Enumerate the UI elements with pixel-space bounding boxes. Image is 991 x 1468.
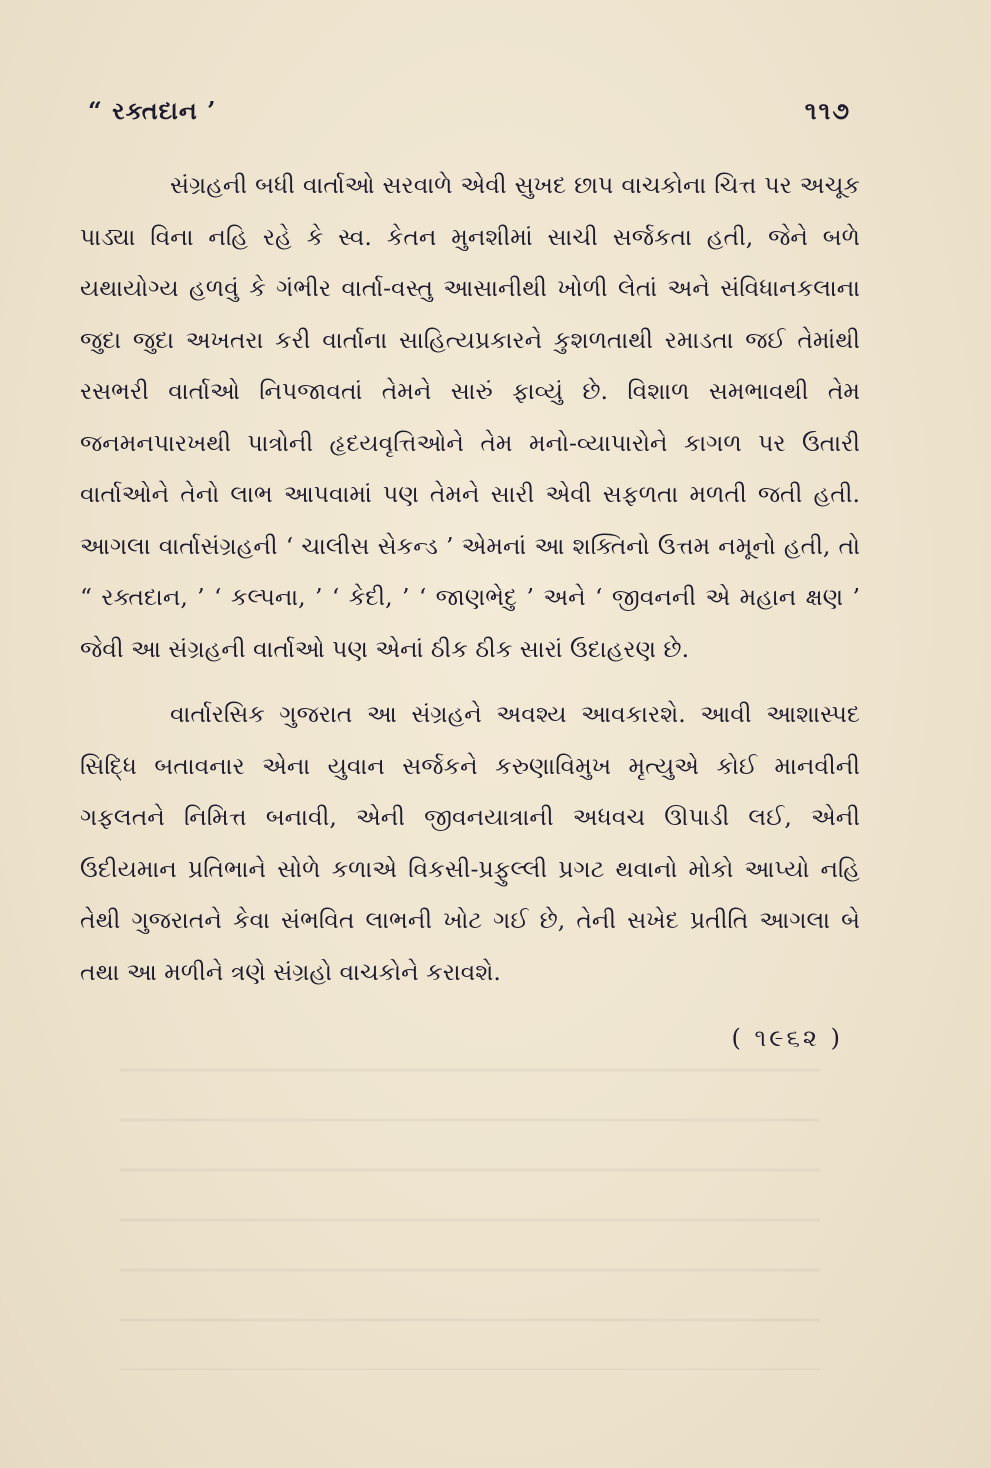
show-through-text — [120, 1040, 820, 1370]
running-title: “ રક્તદાન ’ — [88, 96, 217, 125]
page-number: ૧૧૭ — [804, 96, 851, 125]
page-header — [88, 96, 851, 136]
body-text — [80, 160, 860, 998]
paragraph-2: વાર્તારસિક ગુજરાત આ સંગ્રહને અવશ્ય આવકારશે. આવી આશાસ્પદ સિદ્ધિ બતાવનાર એના યુવાન સર્જકને કરુણાવિમુખ મૃત્યુએ કોઈ માનવીની ગફલતને નિમિત્ત બનાવી, એની જીવનયાત્રાની અધવચ ઊપાડી લઈ, એની ઉદીયમાન પ્રતિભાને સોળે કળાએ વિકસી-પ્રફુલ્લી પ્રગટ થવાનો મોકો આપ્યો નહિ તેથી ગુજરાતને કેવા સંભવિત લાભની ખોટ ગઈ છે, તેની સખેદ પ્રતીતિ આગલા બે તથા આ મળીને ત્રણે સંગ્રહો વાચકોને કરાવશે. — [80, 700, 860, 986]
paragraph-1: સંગ્રહની બધી વાર્તાઓ સરવાળે એવી સુખદ છાપ વાચકોના ચિત્ત પર અચૂક પાડ્યા વિના નહિ રહે કે સ્વ. કેતન મુનશીમાં સાચી સર્જકતા હતી, જેને બળે યથાયોગ્ય હળવું કે ગંભીર વાર્તા-વસ્તુ આસાનીથી ખોળી લેતાં અને સંવિધાનકલાના જુદા જુદા અખતરા કરી વાર્તાના સાહિત્યપ્રકારને કુશળતાથી રમાડતા જઈ તેમાંથી રસભરી વાર્તાઓ નિપજાવતાં તેમને સારું ફાવ્યું છે. વિશાળ સમભાવથી તેમ જનમનપારખથી પાત્રોની હૃદયવૃત્તિઓને તેમ મનો-વ્યાપારોને કાગળ પર ઉતારી વાર્તાઓને તેનો લાભ આપવામાં પણ તેમને સારી એવી સફળતા મળતી જતી હતી. આગલા વાર્તાસંગ્રહની ‘ ચાલીસ સેકન્ડ ’ એમનાં આ શક્તિનો ઉત્તમ નમૂનો હતી, તો “ રક્તદાન, ’ ‘ કલ્પના, ’ ‘ કેદી, ’ ‘ જાણભેદુ ’ અને ‘ જીવનની એ મહાન ક્ષણ ’ જેવી આ સંગ્રહની વાર્તાઓ પણ એનાં ઠીક ઠીક સારાં ઉદાહરણ છે. — [80, 171, 860, 663]
dateline: ( ૧૯૬૨ ) — [731, 1024, 843, 1052]
